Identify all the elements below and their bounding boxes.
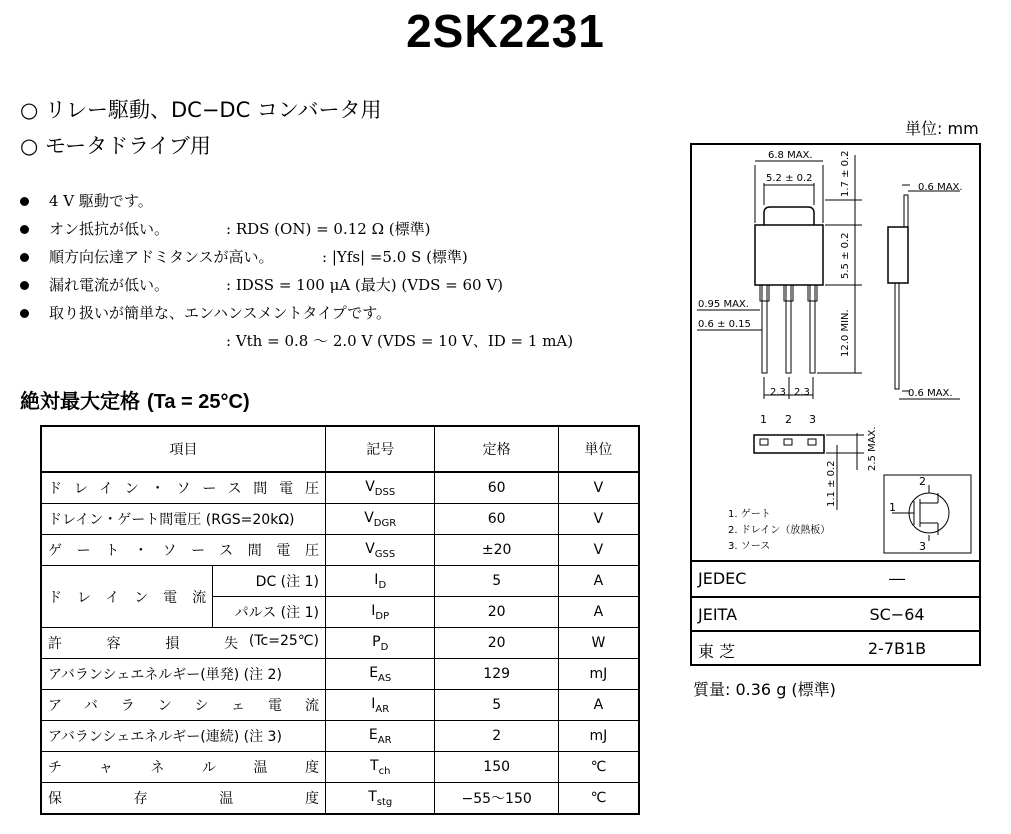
table-row: パルス (注 1) $I_{DP}$ 20 A: [41, 597, 639, 628]
dim-width-max: 6.8 MAX.: [768, 150, 813, 161]
symbol-pin: 3: [919, 540, 926, 553]
table-row: 保存温度 $T_{stg}$ −55～150 ℃: [41, 783, 639, 815]
bullet-icon: [20, 281, 29, 290]
bullet-icon: [20, 225, 29, 234]
bullet-icon: [20, 253, 29, 262]
pin-label: 3. ソース: [728, 541, 771, 552]
ratings-title: 絶対最大定格 (Ta = 25°C): [20, 391, 250, 413]
pin-number: 3: [809, 413, 816, 426]
ratings-table: [40, 425, 640, 815]
table-row: アバランシェ電流 $I_{AR}$ 5 A: [41, 690, 639, 721]
mass-label: 質量: 0.36 g (標準): [693, 680, 836, 699]
feature-2: オン抵抗が低い。 : RDS (ON) = 0.12 Ω (標準): [20, 218, 620, 239]
table-row: アバランシェエネルギー(単発) (注 2) $E_{AS}$ 129 mJ: [41, 659, 639, 690]
feature-vth: : Vth = 0.8 ～ 2.0 V (VDS = 10 V、ID = 1 mA): [226, 332, 574, 350]
dim-standoff: 1.1 ± 0.2: [826, 460, 837, 507]
table-row: ゲート・ソース間電圧 $V_{GSS}$ ±20 V: [41, 535, 639, 566]
package-outline-box: [690, 143, 981, 666]
dim-pitch-2: 2.3: [794, 387, 810, 398]
dim-body-height: 5.5 ± 0.2: [840, 232, 851, 279]
table-row: ドレイン・ゲート間電圧 (RGS=20kΩ) $V_{DGR}$ 60 V: [41, 504, 639, 535]
bullet-icon: [20, 197, 29, 206]
table-row: ドレイン・ソース間電圧 $V_{DSS}$ 60 V: [41, 472, 639, 504]
feature-1: 4 V 駆動です。: [20, 190, 153, 211]
table-row: チャネル温度 $T_{ch}$ 150 ℃: [41, 752, 639, 783]
application-2: ○ モータドライブ用: [20, 134, 211, 158]
dim-lead-thickness: 0.6 MAX.: [908, 388, 953, 399]
symbol-pin: 1: [889, 501, 896, 514]
table-row: 許容損失 (Tc=25℃) $P_D$ 20 W: [41, 628, 639, 659]
unit-label: 単位: mm: [905, 119, 979, 138]
pin-number: 1: [760, 413, 767, 426]
pin-number: 2: [785, 413, 792, 426]
dim-pin-width: 0.6 ± 0.15: [698, 319, 751, 330]
package-drawing: [692, 145, 979, 560]
feature-4: 漏れ電流が低い。 : IDSS = 100 μA (最大) (VDS = 60 V): [20, 274, 620, 295]
bullet-icon: [20, 309, 29, 318]
dim-pitch-1: 2.3: [770, 387, 786, 398]
symbol-pin: 2: [919, 475, 926, 488]
dim-pin-width-max: 0.95 MAX.: [698, 299, 749, 310]
standard-row-jedec: JEDEC ―: [692, 560, 979, 596]
table-header: 項目 記号 定格 単位: [41, 426, 639, 472]
pin-label: 2. ドレイン（放熱板）: [728, 525, 831, 536]
dim-thickness: 0.6 MAX.: [918, 182, 963, 193]
page-title: 2SK2231: [406, 5, 605, 57]
standard-row-jeita: JEITA SC−64: [692, 596, 979, 632]
dim-pkg-height: 2.5 MAX.: [867, 426, 878, 471]
dim-width-body: 5.2 ± 0.2: [766, 173, 813, 184]
table-row: アバランシェエネルギー(連続) (注 3) $E_{AR}$ 2 mJ: [41, 721, 639, 752]
feature-5: 取り扱いが簡単な、エンハンスメントタイプです。: [20, 302, 391, 323]
dim-lead-length: 12.0 MIN.: [840, 309, 851, 357]
pin-label: 1. ゲート: [728, 509, 771, 520]
standard-row-toshiba: 東 芝 2-7B1B: [692, 630, 979, 666]
application-1: ○ リレー駆動、DC−DC コンバータ用: [20, 98, 382, 122]
feature-3: 順方向伝達アドミタンスが高い。 : |Yfs| =5.0 S (標準): [20, 246, 620, 267]
table-row: ドレイン電流 DC (注 1) $I_D$ 5 A: [41, 566, 639, 597]
dim-tab-height: 1.7 ± 0.2: [840, 150, 851, 197]
